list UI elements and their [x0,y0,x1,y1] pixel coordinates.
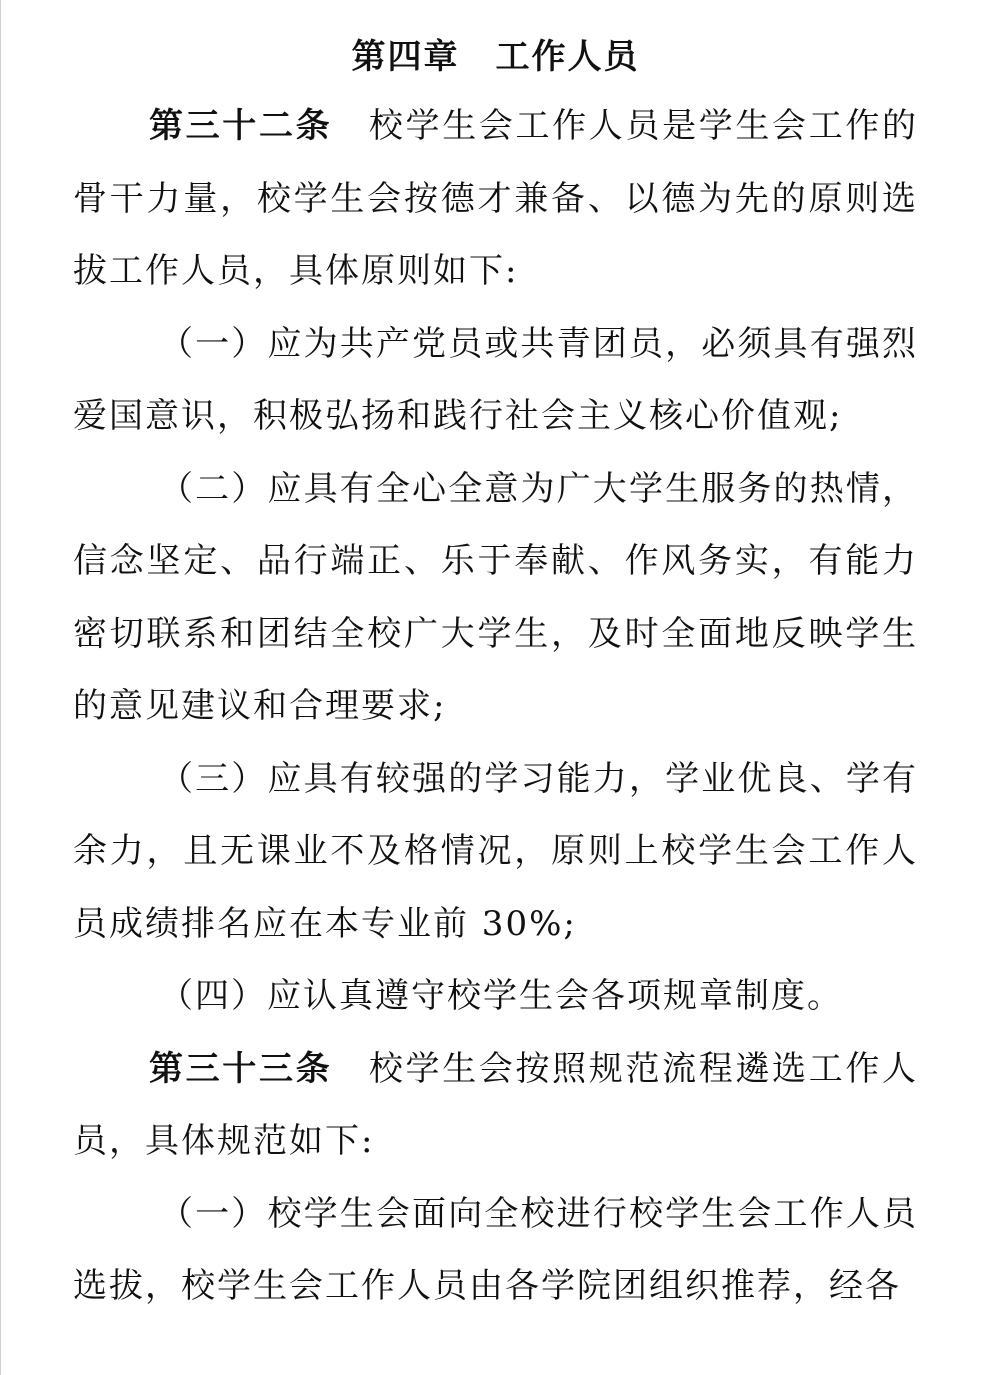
chapter-title: 第四章 工作人员 [351,37,640,77]
article-33-heading: 第三十三条 [149,1048,369,1089]
article-32-item-4: （四）应认真遵守校学生会各项规章制度。 [159,976,843,1016]
article-33 [73,1033,918,1178]
article-32-heading: 第三十二条 [149,106,369,146]
document-body [73,24,918,1323]
page-edge-divider [0,0,1,1375]
article-32-item-1: （一）应为共产党员或共青团员，必须具有强烈爱国意识，积极弘扬和践行社会主义核心价值观; [73,323,918,436]
article-32-text: 校学生会工作人员是学生会工作的骨干力量，校学生会按德才兼备、以德为先的原则选拔工作人员，具体原则如下: [73,106,919,291]
article-33-item-1: （一）校学生会面向全校进行校学生会工作人员选拔，校学生会工作人员由各学院团组织推荐，经各 [73,1193,918,1306]
article-32-item-2: （二）应具有全心全意为广大学生服务的热情，信念坚定、品行端正、乐于奉献、作风务实，有能力密切联系和团结全校广大学生，及时全面地反映学生的意见建议和合理要求; [73,468,918,726]
article-32 [73,90,918,308]
article-32-item-3: （三）应具有较强的学习能力，学业优良、学有余力，且无课业不及格情况，原则上校学生会工作人员成绩排名应在本专业前 30%; [73,758,918,944]
article-33-text: 校学生会按照规范流程遴选工作人员，具体规范如下: [73,1048,919,1161]
